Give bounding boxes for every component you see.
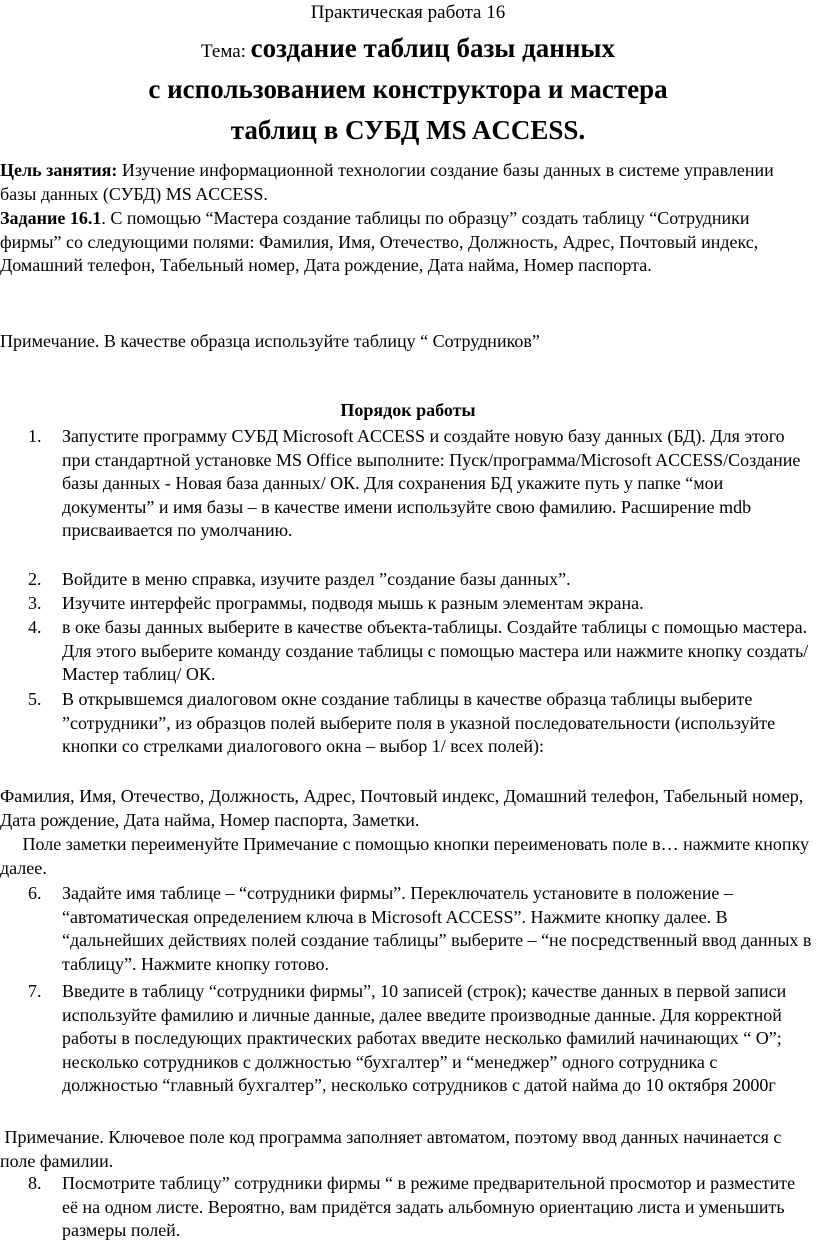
- list-item-number: 3.: [28, 593, 42, 613]
- list-item-text: В открывшемся диалоговом окне создание таблицы в качестве образца таблицы выберите ”сотрудники”, из образцов полей выберите поля в указной последовательности (используйте кнопки со стрелками диалогового окна – выбор 1/ всех полей):: [62, 689, 776, 757]
- rename-note: Поле заметки переименуйте Примечание с помощью кнопки переименовать поле в… нажмите кнопку далее.: [0, 834, 814, 878]
- list-item: [0, 616, 816, 687]
- task-text: . С помощью “Мастера создание таблицы по образцу” создать таблицу “Сотрудники фирмы” со следующими полями: Фамилия, Имя, Отечество, Должность, Адрес, Почтовый индекс, Домашний телефон, Табельный номер, Дата рождение, Дата найма, Номер паспорта.: [0, 208, 759, 276]
- list-item: [0, 688, 816, 759]
- goal-label: Цель занятия:: [0, 160, 118, 180]
- list-item-text: Посмотрите таблицу” сотрудники фирмы “ в режиме предварительной просмотор и разместите её на одном листе. Вероятно, вам придётся задать альбомную ориентацию листа и уменьшить размеры полей.: [62, 1173, 796, 1241]
- list-item-text: Изучите интерфейс программы, подводя мышь к разным элементам экрана.: [62, 593, 644, 613]
- list-item: [0, 980, 816, 1098]
- list-item-number: 1.: [28, 426, 42, 446]
- theme-line-2: с использованием конструктора и мастера: [148, 74, 668, 104]
- list-item-number: 4.: [28, 617, 42, 637]
- document-title: Практическая работа 16: [310, 2, 506, 23]
- list-item: [0, 425, 816, 543]
- list-item-number: 7.: [28, 981, 42, 1001]
- theme-label: Тема:: [201, 41, 251, 62]
- theme-heading: [0, 30, 816, 153]
- list-item-text: Задайте имя таблице – “сотрудники фирмы”. Переключатель установите в положение – “автоматическая определением ключа в Microsoft ACCESS”. Нажмите кнопку далее. В “дальнейших действиях полей создание таблицы” выберите – “не посредственный ввод данных в таблицу”. Нажмите кнопку готово.: [62, 883, 812, 974]
- list-item-text: Войдите в меню справка, изучите раздел ”создание базы данных”.: [62, 569, 571, 589]
- note-paragraph: Примечание. В качестве образца используйте таблицу “ Сотрудников”: [0, 331, 540, 351]
- goal-paragraph: [0, 159, 812, 206]
- list-item-text: в оке базы данных выберите в качестве объекта-таблицы. Создайте таблицы с помощью мастера. Для этого выберите команду создание таблицы с помощью мастера или нажмите кнопку создать/Мастер таблиц/ ОК.: [62, 617, 809, 685]
- fields-list: Фамилия, Имя, Отечество, Должность, Адрес, Почтовый индекс, Домашний телефон, Табельный номер, Дата рождение, Дата найма, Номер паспорта, Заметки.: [0, 786, 804, 830]
- task-paragraph: [0, 207, 812, 278]
- list-item-number: 5.: [28, 689, 42, 709]
- theme-line-1: создание таблиц базы данных: [250, 33, 615, 63]
- list-item: [0, 568, 816, 592]
- task-label: Задание 16.1: [0, 208, 102, 228]
- list-item: [0, 592, 816, 616]
- goal-text: Изучение информационной технологии создание базы данных в системе управлении базы данных (СУБД) MS ACCESS.: [0, 160, 774, 204]
- key-note: Примечание. Ключевое поле код программа заполняет автоматом, поэтому ввод данных начинается с поле фамилии.: [0, 1127, 786, 1171]
- list-item-number: 2.: [28, 569, 42, 589]
- list-item-number: 8.: [28, 1173, 42, 1193]
- list-item: [0, 882, 816, 976]
- list-item-number: 6.: [28, 883, 42, 903]
- order-heading: Порядок работы: [340, 400, 476, 420]
- theme-line-3: таблиц в СУБД MS ACCESS.: [230, 115, 586, 145]
- list-item: [0, 1172, 816, 1243]
- list-item-text: Запустите программу СУБД Microsoft ACCESS и создайте новую базу данных (БД). Для этого при стандартной установке MS Office выполните: Пуск/программа/Microsoft ACCESS/Создание базы данных - Новая база данных/ ОК. Для сохранения БД укажите путь у папке “мои документы” и имя базы – в качестве имени используйте свою фамилию. Расширение mdb присваивается по умолчанию.: [62, 426, 801, 541]
- list-item-text: Введите в таблицу “сотрудники фирмы”, 10 записей (строк); качестве данных в первой записи используйте фамилию и личные данные, далее введите производные данные. Для корректной работы в последующих практических работах введите несколько фамилий начинающих “ О”; несколько сотрудников с должностью “бухгалтер” и “менеджер” одного сотрудника с должностью “главный бухгалтер”, несколько сотрудников с датой найма до 10 октября 2000г: [62, 981, 787, 1096]
